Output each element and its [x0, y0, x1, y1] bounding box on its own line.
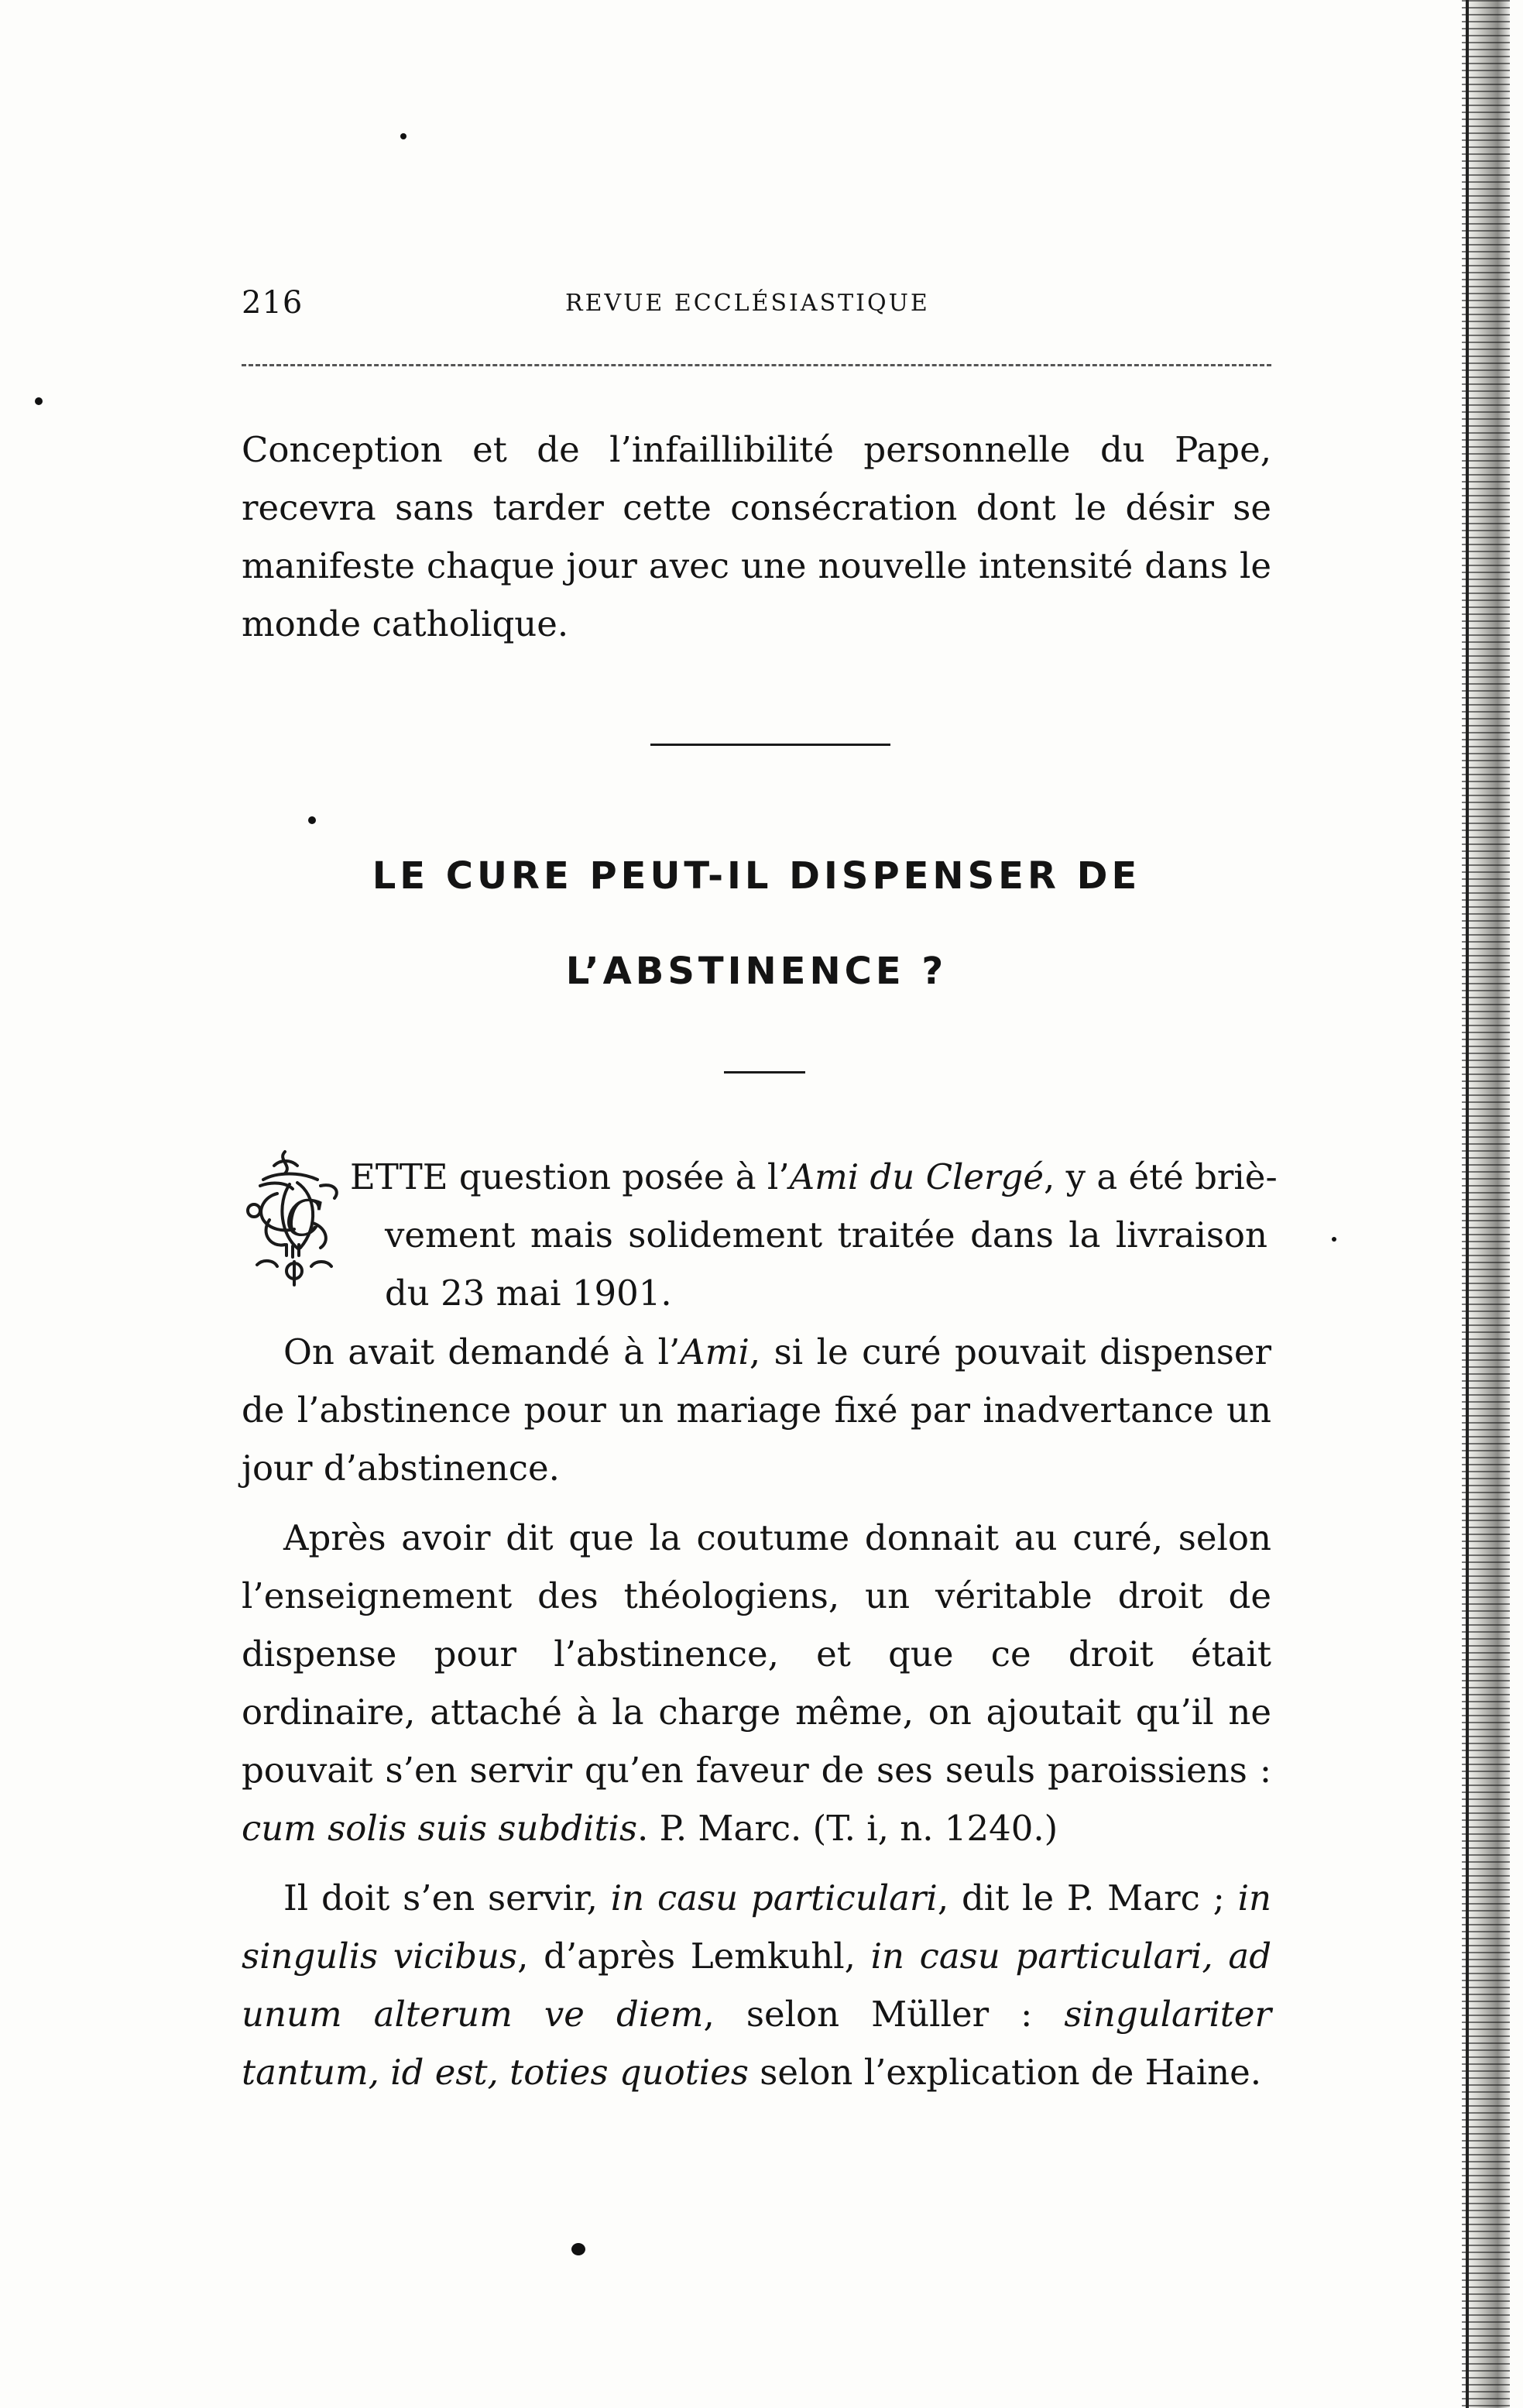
ink-speck — [308, 816, 316, 824]
latin-quote: in casu particulari — [610, 1877, 938, 1918]
drop-cap-letter: C — [285, 1190, 323, 1248]
intro-paragraph: Conception et de l’infaillibilité personnelle du Pape, recevra sans tarder cette consécration dont le désir se manifeste chaque jour avec une nouvelle intensité dans le monde catholique. — [242, 429, 1271, 644]
latin-quote: cum solis suis subditis — [242, 1808, 638, 1849]
journal-title: Ami du Clergé — [789, 1156, 1044, 1197]
ink-speck — [400, 133, 406, 139]
latin-quote: singulariter tantum, id est, toties quoties — [242, 1994, 1272, 2093]
ink-speck — [571, 2243, 585, 2255]
page-number: 216 — [242, 285, 304, 321]
page-edge-shadow — [1462, 0, 1510, 2408]
section-title-line-2: L’ABSTINENCE ? — [565, 950, 948, 993]
running-title: REVUE ECCLÉSIASTIQUE — [565, 290, 930, 317]
opening-line-1: ETTE question posée à l’Ami du Clergé, y a été briè- — [350, 1156, 1278, 1197]
page-edge-line — [1466, 0, 1469, 2408]
opening-line-3: du 23 mai 1901. — [385, 1273, 672, 1314]
paragraph-question: On avait demandé à l’Ami, si le curé pouvait dispenser de l’abstinence pour un mariage fixé par inadvertance un jour d’abstinence. — [242, 1331, 1271, 1489]
ink-speck — [35, 397, 43, 405]
header-rule — [242, 364, 1271, 366]
ornamental-drop-cap — [246, 1149, 352, 1288]
journal-title-short: Ami — [680, 1331, 749, 1372]
section-title-line-1: LE CURE PEUT-IL DISPENSER DE — [372, 854, 1141, 898]
latin-quote: in singulis vicibus — [242, 1877, 1271, 1977]
section-divider-bottom — [724, 1071, 805, 1073]
running-head — [242, 285, 1271, 331]
section-divider-top — [650, 744, 890, 746]
paragraph-il-doit: Il doit s’en servir, in casu particulari, dit le P. Marc ; in singulis vicibus, d’après Lemkuhl, in casu particulari, ad unum alterum ve diem, selon Müller : singulariter tantum, id est, toties quoties selon l’explication de Haine. — [242, 1877, 1272, 2093]
latin-quote: in casu particulari, ad unum alterum ve diem — [242, 1936, 1272, 2035]
ink-speck — [1332, 1237, 1336, 1242]
paragraph-apres: Après avoir dit que la coutume donnait au curé, selon l’enseignement des théologiens, un véritable droit de dispense pour l’abstinence, et que ce droit était ordinaire, attaché à la charge même, on ajoutait qu’il ne pouvait s’en servir qu’en faveur de ses seuls paroissiens : cum solis suis subditis. P. Marc. (T. i, n. 1240.) — [242, 1517, 1271, 1849]
opening-line-2: vement mais solidement traitée dans la livraison — [385, 1214, 1267, 1256]
